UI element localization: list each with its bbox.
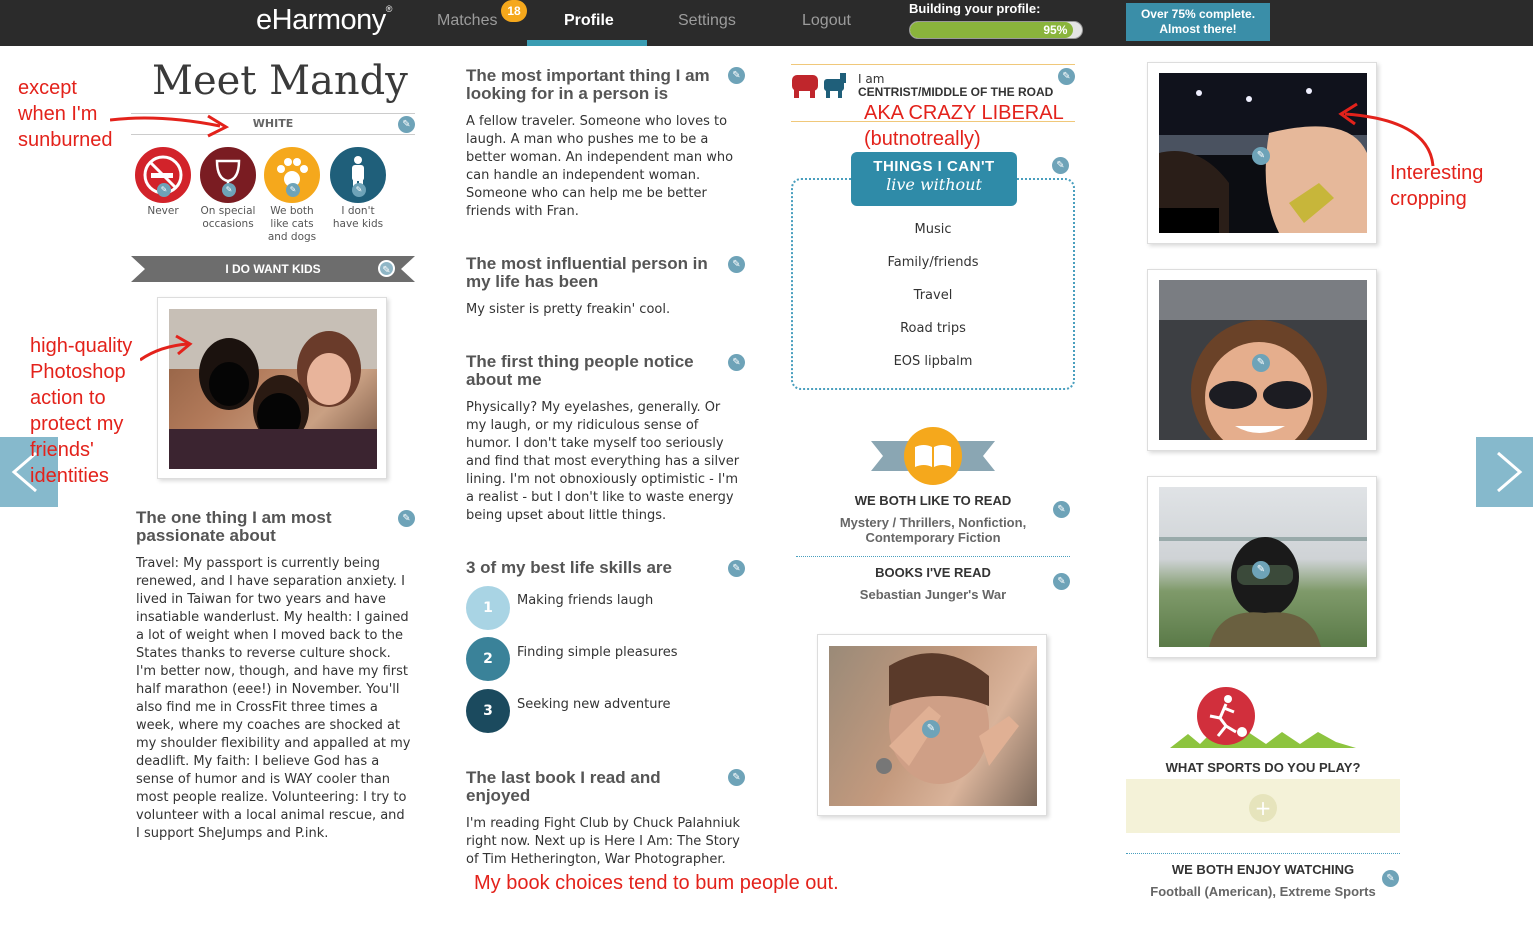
influential-text: My sister is pretty freakin' cool. (466, 302, 671, 317)
sports-heading: WHAT SPORTS DO YOU PLAY? (1165, 760, 1361, 775)
passion-text: Travel: My passport is currently being renewed, and I have separation anxiety. I lived in Taiwan for two years and have insatiable wanderlust. My health: I gained a lot of weight when I moved back to the States thanks to reverse culture shock. I'm better now, though, and have my first half marathon (eee!) in November. You'll also find me in CrossFit three times a week, where my coaches are shocked at my shoulder flexibility and appalled at my deadlift. My faith: I believe God has a sense of humor and is WAY cooler than most people realize. Volunteering: I try to volunteer with a local animal rescue, and I support SheJumps and P.ink. (136, 556, 411, 841)
things-cant-live-without-header (851, 152, 1017, 206)
annotation-arrow (110, 100, 240, 140)
politics-prefix: I am (858, 72, 885, 86)
skill-number: 3 (466, 689, 510, 733)
edit-icon[interactable]: ✎ (922, 720, 940, 738)
things-header-line-2: live without (886, 175, 982, 194)
annotation-sunburned: except when I'm sunburned (18, 77, 113, 151)
annotation-books: My book choices tend to bum people out. (474, 872, 839, 894)
completion-line-2: Almost there! (1159, 22, 1237, 36)
annotation-arrow (140, 330, 200, 380)
pref-smoking-label: Never (147, 205, 179, 217)
friends-photo[interactable] (169, 309, 377, 469)
pref-smoking (134, 147, 192, 218)
skill-number: 2 (466, 637, 510, 681)
completion-line-1: Over 75% complete. (1140, 7, 1256, 21)
annotation-photoshop: high-quality Photoshop action to protect my friends' identities (30, 335, 133, 487)
skill-text: Making friends laugh (517, 593, 654, 608)
profile-photo-frame[interactable] (157, 297, 387, 479)
skill-text: Finding simple pleasures (517, 645, 678, 660)
edit-icon[interactable]: ✎ (728, 769, 745, 786)
thing-item: Travel (913, 288, 953, 303)
nav-settings[interactable]: Settings (678, 12, 736, 29)
edit-icon[interactable]: ✎ (1252, 354, 1270, 372)
car-selfie-photo[interactable] (1159, 280, 1367, 440)
pref-drinking (199, 147, 257, 231)
read-heading: WE BOTH LIKE TO READ (854, 493, 1012, 508)
notice-text: Physically? My eyelashes, generally. Or my laugh, or my ridiculous sense of humor. I don't take myself too seriously and find that most everything has a silver lining. I'm not obnoxiously optimistic - I'm a realist - but I don't like to waste energy being upset about little things. (466, 400, 740, 523)
books-heading: BOOKS I'VE READ (875, 565, 991, 580)
annotation-arrow (1325, 100, 1445, 170)
edit-icon[interactable]: ✎ (398, 116, 415, 133)
edit-icon[interactable]: ✎ (157, 183, 171, 197)
annotation-not-really: (butnotreally) (864, 128, 981, 150)
looking-for-text: A fellow traveler. Someone who loves to laugh. A man who pushes me to be a better woman. An independent man who can handle an independent woman. Someone who can help me be better friends with Fran. (466, 114, 734, 219)
divider (1126, 853, 1400, 854)
edit-icon[interactable]: ✎ (286, 183, 300, 197)
last-book-text: I'm reading Fight Club by Chuck Palahniuk right now. Next up is Here I Am: The Story of Tim Hetherington, War Photographer. (466, 816, 740, 867)
party-animals-icon (792, 71, 850, 101)
paw-icon (264, 147, 320, 203)
edit-icon[interactable]: ✎ (1053, 501, 1070, 518)
edit-icon[interactable]: ✎ (352, 183, 366, 197)
active-tab-indicator (527, 40, 647, 46)
profile-title: Meet Mandy (152, 58, 408, 104)
progress-percent: 95% (1043, 23, 1068, 37)
add-sport-icon[interactable]: + (1249, 794, 1277, 822)
read-value: Mystery / Thrillers, Nonfiction, Contemporary Fiction (839, 515, 1027, 545)
edit-icon[interactable]: ✎ (1382, 870, 1399, 887)
pref-drinking-label: On special occasions (200, 205, 256, 230)
paintball-photo[interactable] (1159, 487, 1367, 647)
edit-icon[interactable]: ✎ (728, 560, 745, 577)
edit-icon[interactable]: ✎ (378, 260, 395, 277)
skill-number: 1 (466, 586, 510, 630)
completion-button[interactable] (1126, 3, 1270, 41)
watching-value: Football (American), Extreme Sports (1150, 884, 1376, 899)
next-photo-arrow[interactable] (1476, 437, 1533, 507)
profile-progress-bar (909, 21, 1083, 39)
books-value: Sebastian Junger's War (859, 587, 1007, 602)
sports-icon (1170, 686, 1356, 752)
pref-pets (263, 147, 321, 244)
edit-icon[interactable]: ✎ (1053, 573, 1070, 590)
divider (796, 556, 1070, 557)
peace-sign-photo[interactable] (829, 646, 1037, 806)
want-kids-banner (131, 256, 415, 282)
profile-photo-frame[interactable] (817, 634, 1047, 816)
top-nav-bar (0, 0, 1533, 46)
book-icon (871, 425, 995, 487)
wine-glass-icon (200, 147, 256, 203)
edit-icon[interactable]: ✎ (1058, 68, 1075, 85)
no-smoking-icon (135, 147, 191, 203)
edit-icon[interactable]: ✎ (222, 183, 236, 197)
pref-pets-label: We both like cats and dogs (267, 205, 317, 243)
pref-kids-label: I don't have kids (332, 205, 384, 230)
skills-heading: 3 of my best life skills are (466, 558, 672, 577)
things-header-line-1: THINGS I CAN'T (873, 158, 995, 175)
nav-logout[interactable]: Logout (802, 12, 851, 29)
edit-icon[interactable]: ✎ (1052, 157, 1069, 174)
edit-icon[interactable]: ✎ (728, 256, 745, 273)
matches-count-badge: 18 (501, 0, 527, 22)
thing-item: Music (914, 222, 952, 237)
annotation-cropping: Interesting cropping (1390, 162, 1484, 210)
notice-heading: The first thing people notice about me (466, 352, 694, 389)
edit-icon[interactable]: ✎ (728, 67, 745, 84)
profile-photo-frame[interactable] (1147, 269, 1377, 451)
person-icon (330, 147, 386, 203)
chevron-right-icon (1476, 437, 1533, 507)
passion-heading: The one thing I am most passionate about (136, 508, 332, 545)
want-kids-label: I DO WANT KIDS (225, 262, 321, 276)
skill-text: Seeking new adventure (517, 697, 671, 712)
pref-kids (329, 147, 387, 231)
thing-item: Family/friends (887, 255, 979, 270)
nav-matches[interactable]: Matches (437, 12, 498, 29)
edit-icon[interactable]: ✎ (398, 510, 415, 527)
thing-item: EOS lipbalm (893, 354, 973, 369)
annotation-liberal: AKA CRAZY LIBERAL (864, 102, 1064, 124)
profile-photo-frame[interactable] (1147, 476, 1377, 658)
influential-heading: The most influential person in my life has been (466, 254, 708, 291)
nav-profile[interactable]: Profile (564, 12, 614, 29)
looking-for-heading: The most important thing I am looking for in a person is (466, 66, 710, 103)
politics-value: CENTRIST/MIDDLE OF THE ROAD (858, 85, 1054, 99)
sports-add-box[interactable] (1126, 779, 1400, 833)
edit-icon[interactable]: ✎ (1252, 561, 1270, 579)
profile-progress-fill (910, 22, 1073, 38)
edit-icon[interactable]: ✎ (1252, 147, 1270, 165)
ethnicity-value: WHITE (252, 117, 294, 130)
last-book-heading: The last book I read and enjoyed (466, 768, 661, 805)
thing-item: Road trips (900, 321, 966, 336)
watching-heading: WE BOTH ENJOY WATCHING (1171, 862, 1355, 877)
progress-label: Building your profile: (909, 1, 1041, 16)
eharmony-logo[interactable]: eHarmony® (256, 4, 392, 36)
edit-icon[interactable]: ✎ (728, 354, 745, 371)
